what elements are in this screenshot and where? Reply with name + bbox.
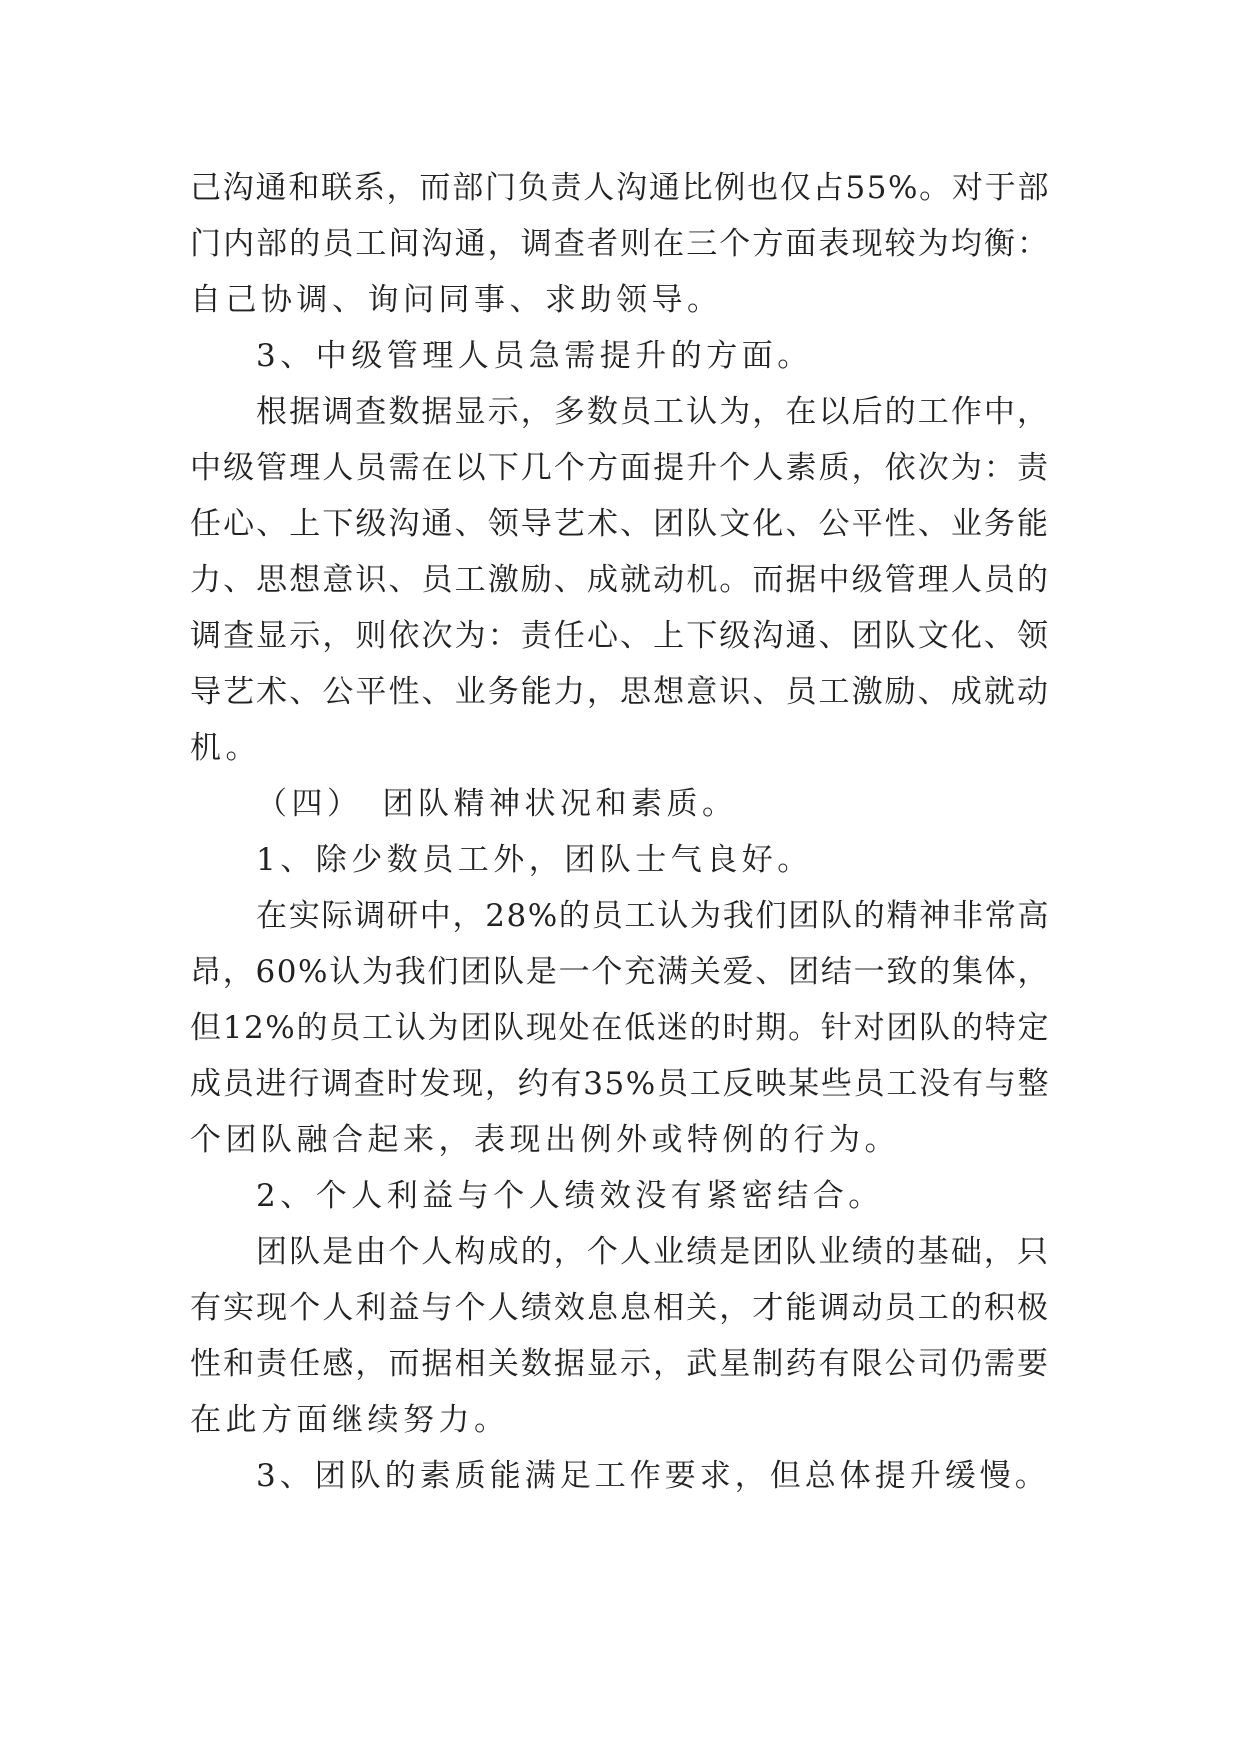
text-line: 性和责任感，而据相关数据显示，武星制药有限公司仍需要 — [190, 1346, 1050, 1382]
text-line: 根据调查数据显示，多数员工认为，在以后的工作中， — [256, 394, 1050, 430]
section-heading: 3、中级管理人员急需提升的方面。 — [256, 338, 813, 374]
text-line: 但12%的员工认为团队现处在低迷的时期。针对团队的特定 — [190, 1010, 1050, 1046]
text-line: 导艺术、公平性、业务能力，思想意识、员工激励、成就动 — [190, 674, 1050, 710]
section-heading: 2、个人利益与个人绩效没有紧密结合。 — [256, 1178, 884, 1214]
text-line: 机。 — [190, 730, 261, 766]
text-line: 昂，60%认为我们团队是一个充满关爱、团结一致的集体， — [190, 954, 1050, 990]
section-heading: 1、除少数员工外，团队士气良好。 — [256, 842, 813, 878]
text-line: 任心、上下级沟通、领导艺术、团队文化、公平性、业务能 — [190, 506, 1050, 542]
text-line: 在实际调研中，28%的员工认为我们团队的精神非常高 — [256, 898, 1050, 934]
document-body — [190, 160, 1050, 1504]
text-line: 团队是由个人构成的，个人业绩是团队业绩的基础，只 — [256, 1234, 1050, 1270]
section-heading: （四） 团队精神状况和素质。 — [256, 786, 738, 822]
text-line: 己沟通和联系，而部门负责人沟通比例也仅占55%。对于部 — [190, 170, 1050, 206]
text-line: 门内部的员工间沟通，调查者则在三个方面表现较为均衡： — [190, 226, 1050, 262]
text-line: 有实现个人利益与个人绩效息息相关，才能调动员工的积极 — [190, 1290, 1050, 1326]
text-line: 力、思想意识、员工激励、成就动机。而据中级管理人员的 — [190, 562, 1050, 598]
text-line: 在此方面继续努力。 — [190, 1402, 510, 1438]
text-line: 自己协调、询问同事、求助领导。 — [190, 282, 723, 318]
section-heading: 3、团队的素质能满足工作要求，但总体提升缓慢。 — [256, 1458, 1050, 1494]
text-line: 调查显示，则依次为：责任心、上下级沟通、团队文化、领 — [190, 618, 1050, 654]
text-line: 成员进行调查时发现，约有35%员工反映某些员工没有与整 — [190, 1066, 1050, 1102]
text-line: 中级管理人员需在以下几个方面提升个人素质，依次为：责 — [190, 450, 1050, 486]
text-line: 个团队融合起来，表现出例外或特例的行为。 — [190, 1122, 900, 1158]
